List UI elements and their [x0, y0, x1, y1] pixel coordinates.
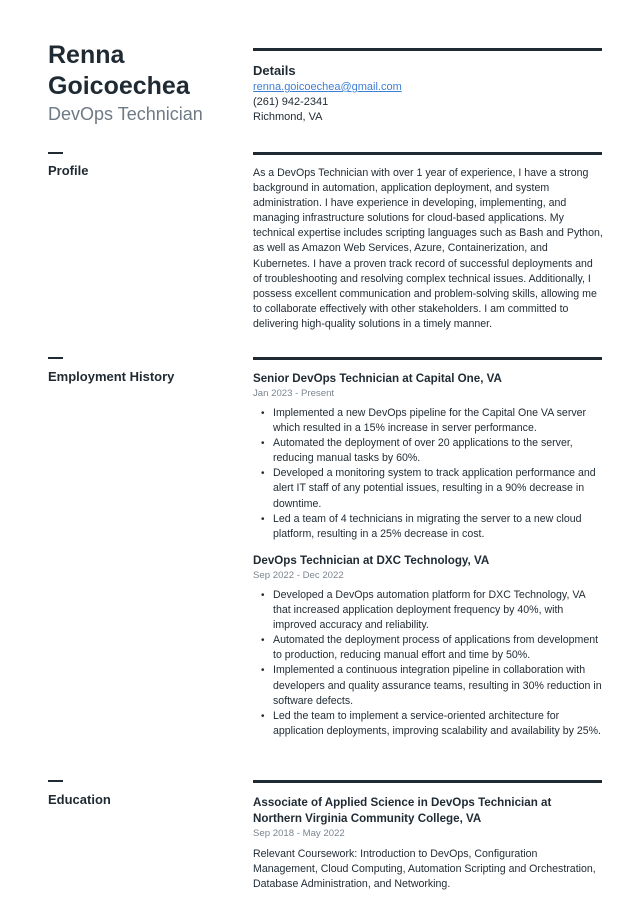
candidate-name: Renna Goicoechea: [48, 41, 190, 100]
degree-title: Associate of Applied Science in DevOps Technician at Northern Virginia Community College, VA: [253, 796, 552, 825]
list-item: • Implemented a continuous integration pipeline in collaboration with developers and quality assurance teams, resulting in 30% reduction in software defects.: [253, 663, 605, 708]
candidate-title: DevOps Technician: [48, 104, 203, 124]
details-divider: [253, 48, 602, 51]
list-item: • Automated the deployment of over 20 applications to the server, reducing manual tasks by 60%.: [253, 436, 605, 466]
job-bullets-2: [253, 588, 605, 739]
details-heading: Details: [253, 63, 296, 78]
email-link[interactable]: renna.goicoechea@gmail.com: [253, 81, 402, 93]
job-bullets-1: [253, 406, 605, 542]
list-item: • Developed a monitoring system to track application performance and alert IT staff of any potential issues, resulting in a 90% decrease in downtime.: [253, 466, 605, 511]
job-title-1: Senior DevOps Technician at Capital One, VA: [253, 372, 502, 385]
list-item: • Automated the deployment process of applications from development to production, reducing manual effort and time by 50%.: [253, 633, 605, 663]
education-heading: Education: [48, 792, 111, 807]
job-dates-1: Jan 2023 - Present: [253, 388, 335, 399]
employment-marker: [48, 357, 63, 359]
job-dates-2: Sep 2022 - Dec 2022: [253, 570, 344, 581]
employment-heading: Employment History: [48, 369, 175, 384]
profile-marker: [48, 152, 63, 154]
list-item: • Led the team to implement a service-oriented architecture for application deployments, improving scalability and availability by 25%.: [253, 709, 605, 739]
profile-text: As a DevOps Technician with over 1 year of experience, I have a strong background in automation, application deployment, and system administration. I have experience in developing, implementing, and managing infrastructure solutions for cloud-based applications. My technical expertise includes scripting languages such as Bash and Python, as well as Amazon Web Services, Azure, Containerization, and Kubernetes. I have a proven track record of successful deployments and of troubleshooting and resolving complex technical issues. Additionally, I possess excellent communication and problem-solving skills, allowing me to collaborate effectively with other stakeholders. I am committed to delivering high-quality solutions in a timely manner.: [253, 167, 603, 330]
list-item: • Led a team of 4 technicians in migrating the server to a new cloud platform, resulting in a 25% decrease in cost.: [253, 512, 605, 542]
list-item: • Developed a DevOps automation platform for DXC Technology, VA that increased application deployment frequency by 40%, with improved accuracy and reliability.: [253, 588, 605, 633]
coursework-text: Relevant Coursework: Introduction to DevOps, Configuration Management, Cloud Computing, Automation Scripting and Orchestration, Database Administration, and Networking.: [253, 848, 596, 891]
job-title-2: DevOps Technician at DXC Technology, VA: [253, 554, 490, 567]
profile-heading: Profile: [48, 163, 89, 178]
phone-number: (261) 942-2341: [253, 96, 329, 108]
list-item: • Implemented a new DevOps pipeline for the Capital One VA server which resulted in a 15% increase in server performance.: [253, 406, 605, 436]
education-dates: Sep 2018 - May 2022: [253, 828, 345, 839]
profile-divider: [253, 152, 602, 155]
education-marker: [48, 780, 63, 782]
education-divider: [253, 780, 602, 783]
location: Richmond, VA: [253, 111, 323, 123]
employment-divider: [253, 357, 602, 360]
